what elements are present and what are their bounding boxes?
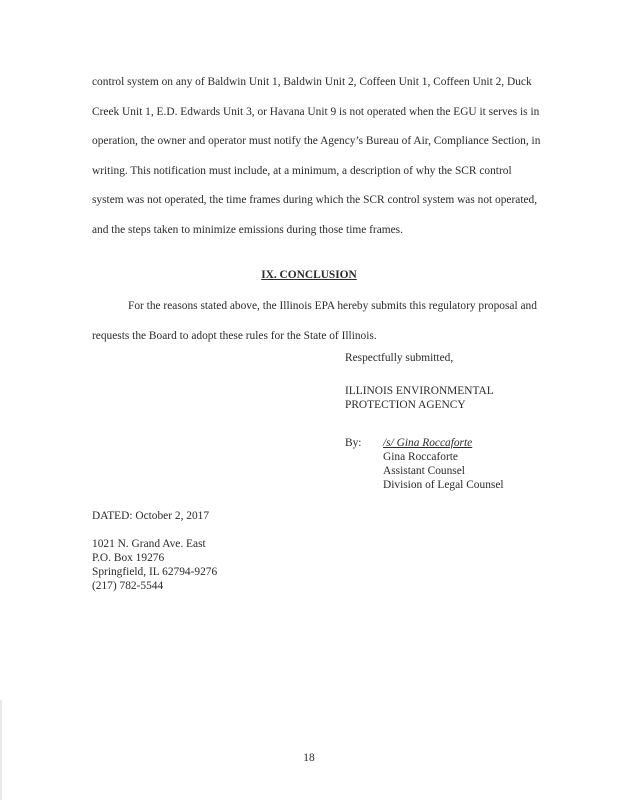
electronic-signature: /s/ Gina Roccaforte: [383, 437, 473, 449]
signature-block: [345, 351, 575, 492]
signature-row: [345, 436, 575, 492]
signer-details: [383, 436, 513, 492]
signer-name: Gina Roccaforte: [383, 451, 458, 463]
signer-division: Division of Legal Counsel: [383, 479, 504, 491]
address-city: Springfield, IL 62794-9276: [92, 566, 218, 578]
section-heading: IX. CONCLUSION: [261, 269, 357, 281]
closing-line: Respectfully submitted,: [345, 352, 454, 364]
signer-title: Assistant Counsel: [383, 465, 465, 477]
agency-line-2: PROTECTION AGENCY: [345, 399, 466, 411]
agency-line-1: ILLINOIS ENVIRONMENTAL: [345, 385, 494, 397]
address-block: [92, 537, 217, 593]
address-po-box: P.O. Box 19276: [92, 552, 165, 564]
by-label: By:: [345, 437, 362, 449]
address-street: 1021 N. Grand Ave. East: [92, 538, 206, 550]
scan-edge-shadow: [0, 700, 2, 800]
body-paragraph: control system on any of Baldwin Unit 1, Baldwin Unit 2, Coffeen Unit 1, Coffeen Unit 2, Duck Creek Unit 1, E.D. Edwards Unit 3, or Havana Unit 9 is not operated when the EGU it serves is in operation, the owner and operator must notify the Agency’s Bureau of Air, Compliance Section, in writing. This notification must include, at a minimum, a description of why the SCR control system was not operated, the time frames during which the SCR control system was not operated, and the steps taken to minimize emissions during those time frames.: [92, 76, 541, 236]
page-number: 18: [303, 752, 315, 764]
address-phone: (217) 782-5544: [92, 580, 164, 592]
conclusion-paragraph: For the reasons stated above, the Illinois EPA hereby submits this regulatory proposal and requests the Board to adopt these rules for the State of Illinois.: [92, 300, 537, 342]
dated-line: DATED: October 2, 2017: [92, 510, 210, 522]
